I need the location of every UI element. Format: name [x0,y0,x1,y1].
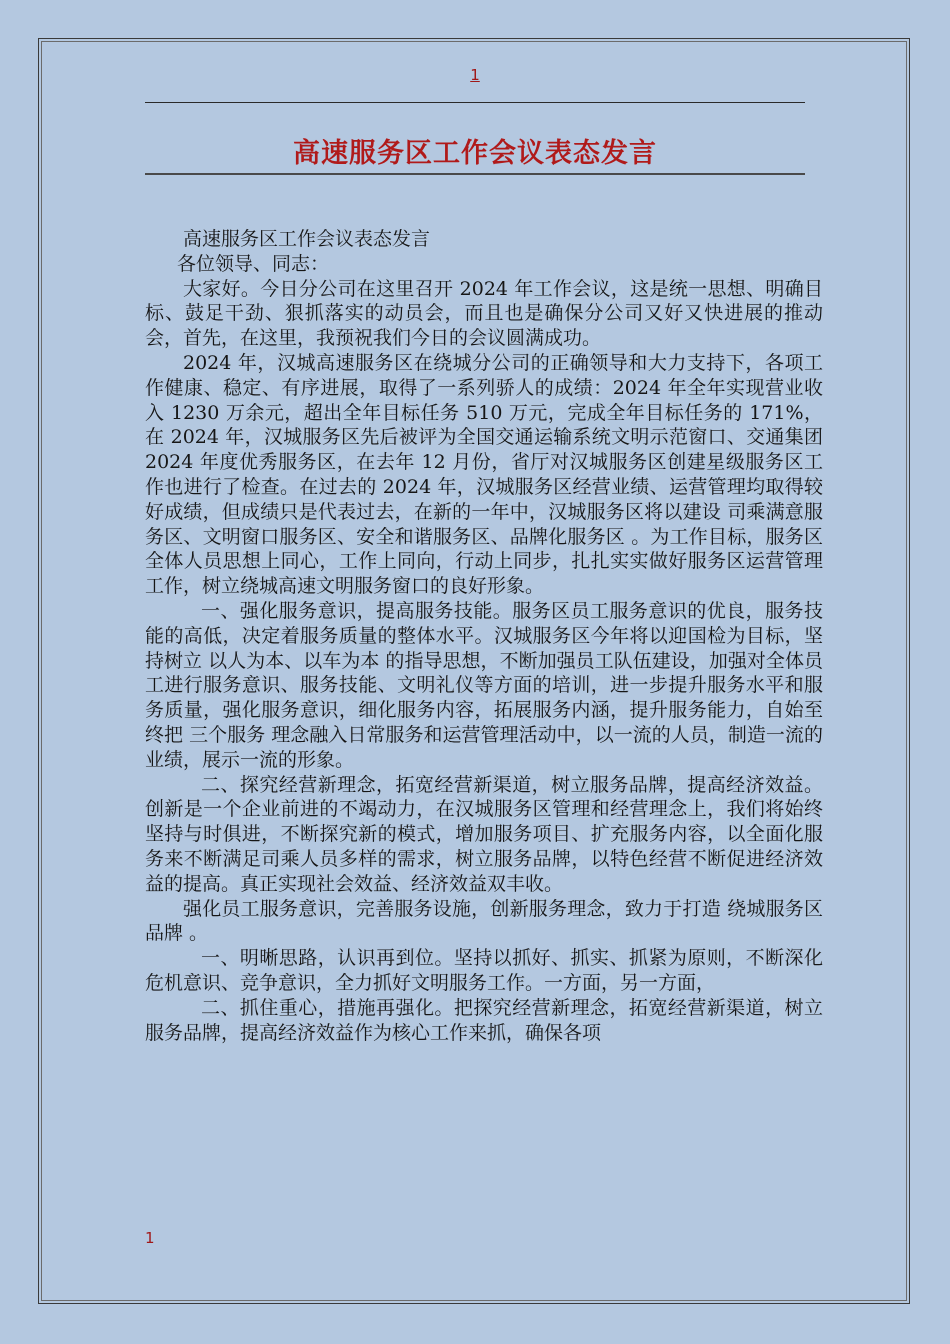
document-title: 高速服务区工作会议表态发言 [293,138,657,169]
title-divider [145,173,805,175]
header-divider [145,102,805,103]
paragraph-goal: 强化员工服务意识，完善服务设施，创新服务理念，致力于打造 绕城服务区品牌 。 [145,897,823,945]
paragraph-review: 2024 年，汉城高速服务区在绕城分公司的正确领导和大力支持下，各项工作健康、稳定、有序进展，取得了一系列骄人的成绩：2024 年全年实现营业收入 1230 万余元，超出全年目标任务 510 万元，完成全年目标任务的 171%，在 2024 年，汉城服务区先后被评为全国交通运输系统文明示范窗口、交通集团 2024 年度优秀服务区，在去年 12 月份，省厅对汉城服务区创建星级服务区工作也进行了检查。在过去的 2024 年，汉城服务区经营业绩、运营管理均取得较好成绩，但成绩只是代表过去，在新的一年中，汉城服务区将以建设 司乘满意服务区、文明窗口服务区、安全和谐服务区、品牌化服务区 。为工作目标，服务区全体人员思想上同心，工作上同向，行动上同步，扎扎实实做好服务区运营管理工作，树立绕城高速文明服务窗口的良好形象。 [145,351,823,598]
paragraph-point-focus: 二、抓住重心，措施再强化。把探究经营新理念，拓宽经营新渠道，树立服务品牌，提高经济效益作为核心工作来抓，确保各项 [145,996,823,1044]
body-subtitle: 高速服务区工作会议表态发言 [183,228,431,250]
paragraph-point-business: 二、探究经营新理念，拓宽经营新渠道，树立服务品牌，提高经济效益。创新是一个企业前进的不竭动力，在汉城服务区管理和经营理念上，我们将始终坚持与时俱进，不断探究新的模式，增加服务项目、扩充服务内容，以全面化服务来不断满足司乘人员多样的需求，树立服务品牌，以特色经营不断促进经济效益的提高。真正实现社会效益、经济效益双丰收。 [145,773,823,895]
document-body [145,227,823,1045]
paragraph-point-service: 一、强化服务意识，提高服务技能。服务区员工服务意识的优良，服务技能的高低，决定着服务质量的整体水平。汉城服务区今年将以迎国检为目标，坚持树立 以人为本、以车为本 的指导思想，不断加强员工队伍建设，加强对全体员工进行服务意识、服务技能、文明礼仪等方面的培训，进一步提升服务水平和服务质量，强化服务意识，细化服务内容，拓展服务内涵，提升服务能力，自始至终把 三个服务 理念融入日常服务和运营管理活动中，以一流的人员，制造一流的业绩，展示一流的形象。 [145,599,823,771]
header-page-number: 1 [470,66,480,84]
footer-page-number: 1 [145,1229,155,1247]
salutation: 各位领导、同志： [177,252,330,275]
paragraph-opening: 大家好。今日分公司在这里召开 2024 年工作会议，这是统一思想、明确目标、鼓足干劲、狠抓落实的动员会，而且也是确保分公司又好又快进展的推动会，首先，在这里，我预祝我们今日的会议圆满成功。 [145,277,823,350]
paragraph-point-thinking: 一、明晰思路，认识再到位。坚持以抓好、抓实、抓紧为原则，不断深化危机意识、竞争意识，全力抓好文明服务工作。一方面，另一方面， [145,947,823,994]
